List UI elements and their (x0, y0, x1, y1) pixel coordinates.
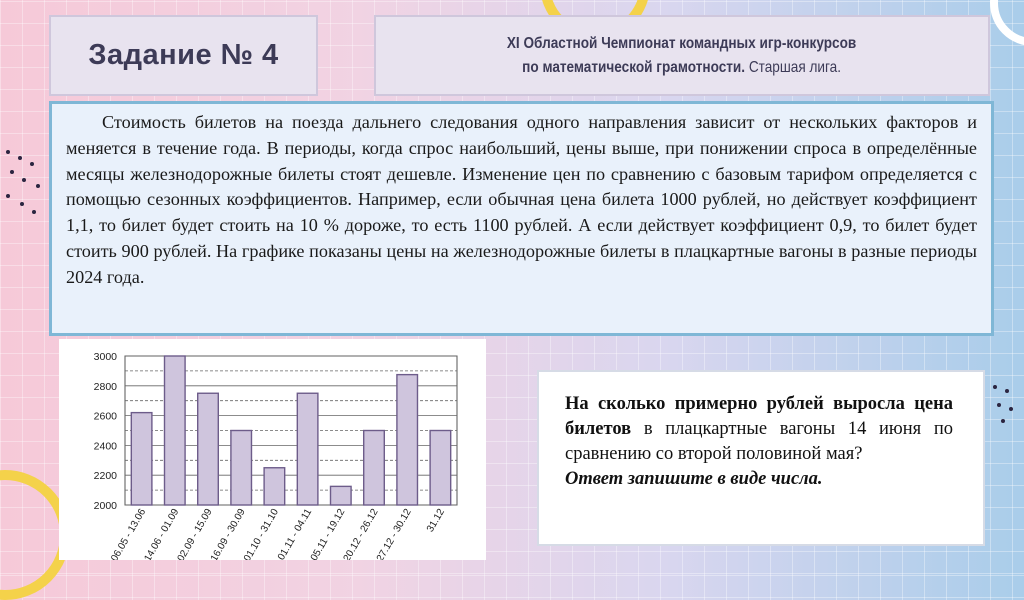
question-bold-part: На сколько примерно рублей выросла цена билетов (565, 394, 953, 439)
decor-arc-right (990, 0, 1024, 46)
header-line-2 (523, 59, 842, 77)
answer-instruction: Ответ запишите в виде числа. (565, 469, 823, 489)
x-tick-label: 20.12 - 26.12 (341, 507, 381, 560)
y-tick-label: 2600 (93, 410, 117, 423)
header-line-2-main: по математической грамотности. (522, 58, 746, 76)
problem-text-box (49, 101, 994, 336)
price-chart-svg (59, 339, 486, 560)
y-tick-label: 2800 (93, 380, 117, 393)
header-league: Старшая лига. (749, 58, 842, 76)
chart-bar (364, 431, 385, 506)
problem-paragraph: Стоимость билетов на поезда дальнего следования одного направления зависит от нескольких факторов и меняется в течение года. В периоды, когда спрос наибольший, цены выше, при понижении спроса в определённые месяцы железнодорожные билеты стоят дешевле. Изменение цен по сравнению с базовым тарифом определяется с помощью сезонных коэффициентов. Например, если обычная цена билета 1000 рублей, но действует коэффициент 1,1, то билет будет стоить на 10 % дороже, то есть 1100 рублей. А если действует коэффициент 0,9, то билет будет стоить 900 рублей. На графике показаны цены на железнодорожные билеты в плацкартные вагоны в разные периоды 2024 года. (66, 112, 977, 287)
y-tick-label: 3000 (93, 351, 117, 363)
x-tick-label: 16.09 - 30.09 (208, 507, 248, 560)
y-tick-label: 2000 (93, 500, 117, 512)
task-title: Задание № 4 (88, 39, 279, 71)
chart-bar (131, 413, 152, 505)
y-tick-label: 2400 (93, 440, 117, 453)
question-rest: в плацкартные вагоны 14 июня по сравнению со второй половиной мая? (565, 419, 953, 464)
chart-bar (430, 431, 451, 506)
championship-header (374, 15, 990, 96)
x-tick-label: 27.12 - 30.12 (374, 507, 414, 560)
x-tick-label: 01.10 - 31.10 (242, 507, 281, 560)
x-tick-label: 06.05 - 13.06 (109, 507, 149, 560)
chart-bar (264, 468, 285, 505)
x-tick-label: 01.11 - 04.11 (275, 507, 315, 560)
chart-bar (165, 356, 186, 505)
x-tick-label: 02.09 - 15.09 (175, 507, 215, 560)
chart-bar (397, 375, 418, 505)
header-line-1: XI Областной Чемпионат командных игр-конкурсов (507, 34, 857, 52)
price-chart (59, 339, 486, 560)
chart-bar (297, 393, 318, 505)
chart-bar (331, 486, 352, 505)
x-tick-label: 14.06 - 01.09 (142, 507, 182, 560)
x-tick-label: 05.11 - 19.12 (308, 507, 348, 560)
question-box (537, 370, 985, 546)
x-tick-label: 31.12 (424, 507, 447, 535)
chart-bar (231, 431, 252, 506)
task-title-box (49, 15, 318, 96)
y-tick-label: 2200 (93, 470, 117, 483)
chart-bar (198, 393, 219, 505)
question-text (565, 392, 953, 467)
